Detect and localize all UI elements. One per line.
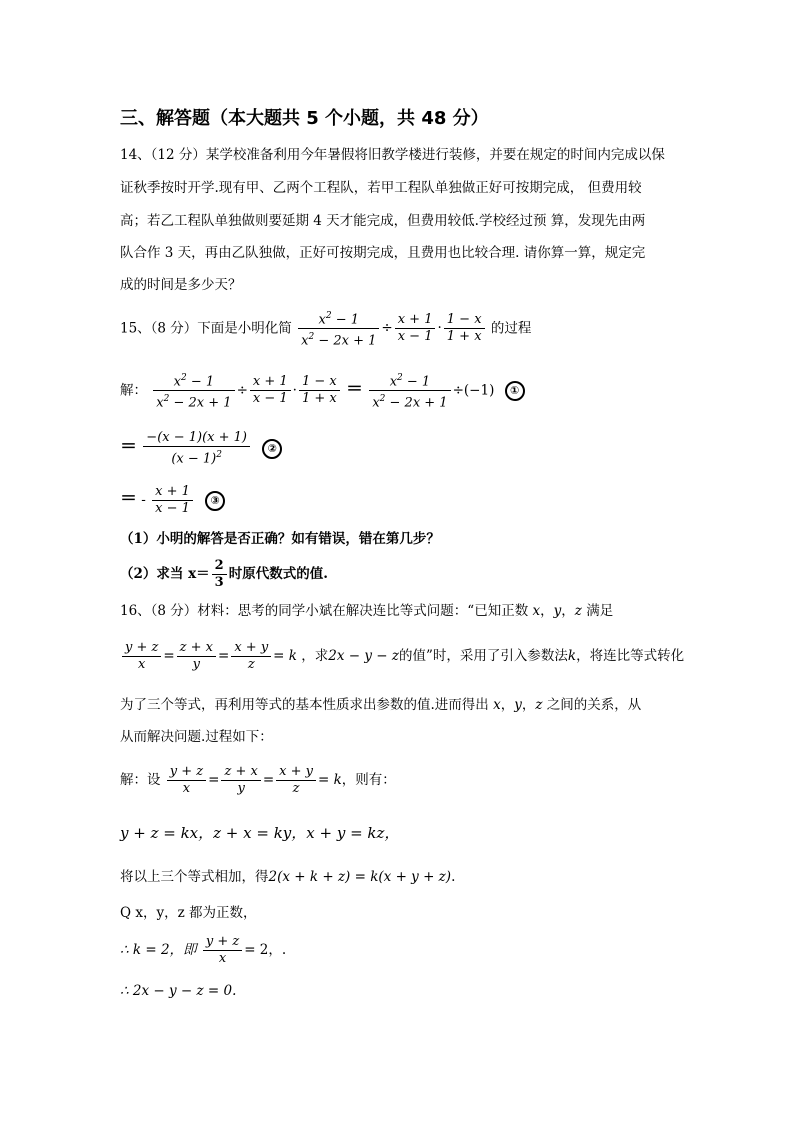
q15-sub2-b: 时原代数式的值. xyxy=(228,566,328,582)
q15-sub1: （1）小明的解答是否正确？如有错误，错在第几步？ xyxy=(120,531,440,547)
q16-line-1: 16、（8 分）材料：思考的同学小斌在解决连比等式问题：“已知正数 x，y，z 满足 xyxy=(120,603,614,619)
q16-line2-c: ，将连比等式转化 xyxy=(576,648,685,664)
q16-solve-b: ，则有： xyxy=(341,772,396,788)
q14-line-3: 高；若乙工程队单独做则要延期 4 天才能完成，但费用较低.学校经过预 算，发现先由两 xyxy=(120,213,646,229)
q15-expression: $\frac{x^2 - 1}{x^2 - 2x + 1}$ ÷ $\frac{x + 1}{x - 1}$ · $\frac{1 - x}{1 + x}$ xyxy=(296,320,491,336)
q15-intro xyxy=(120,308,531,350)
q16-eqs: y + z = kx，z + x = ky，x + y = kz， xyxy=(120,824,400,842)
q16-add-expr: 2(x + k + z) = k(x + y + z) xyxy=(268,869,452,885)
q15-solve-label: 解： xyxy=(120,382,147,399)
q16-line2-b: 的值”时，采用了引入参数法 xyxy=(399,648,568,664)
q16-line2-a: ，求 xyxy=(301,648,329,664)
q15-step-2: ＝ $\frac{-(x - 1)(x + 1)}{(x - 1)^2}$ ② xyxy=(120,430,282,467)
q16-positive: Q x，y，z 都为正数， xyxy=(120,905,257,921)
step-mark-1: ① xyxy=(505,381,525,401)
section-title: 三、解答题（本大题共 5 个小题，共 48 分） xyxy=(120,108,489,129)
var-x: x xyxy=(532,603,541,619)
q16-k-a: ∴ k = 2，即 xyxy=(120,942,197,958)
q14-line-2: 证秋季按时开学.现有甲、乙两个工程队，若甲工程队单独做正好可按期完成， 但费用较 xyxy=(120,180,642,196)
q15-intro-text: 15、（8 分）下面是小明化简 xyxy=(120,320,292,337)
q16-line1-tail: 满足 xyxy=(586,603,614,619)
q16-result: ∴ 2x − y − z = 0. xyxy=(120,983,237,999)
q16-line2-k: k xyxy=(567,648,577,664)
q15-sub2-a: （2）求当 x＝ xyxy=(120,566,210,582)
q16-solve: 解：设 $\frac{y + z}{x}$ = $\frac{z + x}{y}$ = $\frac{x + y}{z}$ = k，则有： xyxy=(120,764,396,796)
q16-k-line: ∴ k = 2，即 $\frac{y + z}{x}$ = 2，. xyxy=(120,934,287,966)
q16-line-4: 从而解决问题.过程如下： xyxy=(120,729,273,745)
var-z: z xyxy=(574,603,582,619)
q16-line-2: $\frac{y + z}{x}$ = $\frac{z + x}{y}$ = $\frac{x + y}{z}$ = k ，求2x − y − z的值”时，采用了引入参数法k，将连比等式转化 xyxy=(120,640,684,673)
q16-add-b: . xyxy=(451,869,456,885)
q16-line1-text: 16、（8 分）材料：思考的同学小斌在解决连比等式问题：“已知正数 xyxy=(120,603,529,619)
step-mark-3: ③ xyxy=(205,491,225,511)
q14-line-1: 14、（12 分）某学校准备利用今年暑假将旧教学楼进行装修，并要在规定的时间内完成以保 xyxy=(120,147,665,163)
q16-line3-b: 之间的关系，从 xyxy=(546,697,642,713)
q16-add-a: 将以上三个等式相加，得 xyxy=(120,869,269,885)
q16-line3-a: 为了三个等式，再利用等式的基本性质求出参数的值.进而得出 xyxy=(120,697,489,713)
q16-line-3: 为了三个等式，再利用等式的基本性质求出参数的值.进而得出 x，y，z 之间的关系，从 xyxy=(120,697,642,713)
var-y: y xyxy=(553,603,562,619)
q14-line-5: 成的时间是多少天？ xyxy=(120,277,242,293)
q16-line2-expr: 2x − y − z xyxy=(328,648,399,664)
q15-step-1: 解： $\frac{x^2 - 1}{x^2 - 2x + 1}$ ÷ $\frac{x + 1}{x - 1}$ · $\frac{1 - x}{1 + x}$ ＝ $\frac{x^2 - 1}{x^2 - 2x + 1}$ ÷(−1) ① xyxy=(120,370,525,412)
q15-intro-tail: 的过程 xyxy=(490,320,532,337)
q16-k-b: = 2，. xyxy=(244,942,287,958)
q15-sub2 xyxy=(120,558,328,591)
x-num: 2 xyxy=(214,558,224,573)
q16-add-line xyxy=(120,868,455,886)
q15-step-3: ＝ - $\frac{x + 1}{x - 1}$ ③ xyxy=(120,484,225,517)
step-mark-2: ② xyxy=(262,439,282,459)
q14-line-4: 队合作 3 天，再由乙队独做，正好可按期完成，且费用也比较合理. 请你算一算，规定完 xyxy=(120,245,646,261)
x-den: 3 xyxy=(212,574,227,591)
q16-solve-a: 解：设 xyxy=(120,772,161,788)
